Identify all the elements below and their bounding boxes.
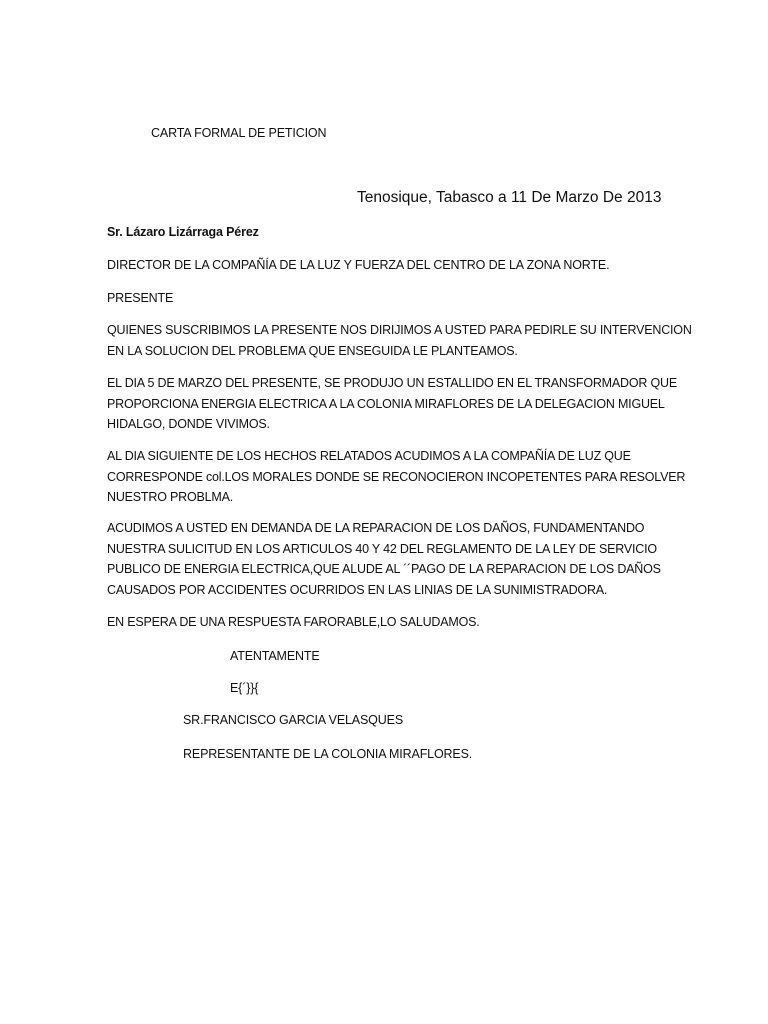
paragraph-line: PROPORCIONA ENERGIA ELECTRICA A LA COLONIA MIRAFLORES DE LA DELEGACION MIGUEL <box>107 396 665 411</box>
paragraph-line: EL DIA 5 DE MARZO DEL PRESENTE, SE PRODUJO UN ESTALLIDO EN EL TRANSFORMADOR QUE <box>107 376 677 390</box>
paragraph-line: EN ESPERA DE UNA RESPUESTA FARORABLE,LO SALUDAMOS. <box>107 615 480 629</box>
paragraph-line: PUBLICO DE ENERGIA ELECTRICA,QUE ALUDE AL ´´PAGO DE LA REPARACION DE LOS DAÑOS <box>107 562 661 576</box>
body-paragraph <box>107 612 667 633</box>
paragraph-line: QUIENES SUSCRIBIMOS LA PRESENTE NOS DIRIJIMOS A USTED PARA PEDIRLE SU INTERVENCION <box>107 323 692 337</box>
paragraph-line: CAUSADOS POR ACCIDENTES OCURRIDOS EN LAS LINIAS DE LA SUNIMISTRADORA. <box>107 582 608 597</box>
sender-role: REPRESENTANTE DE LA COLONIA MIRAFLORES. <box>183 747 473 761</box>
paragraph-line: EN LA SOLUCION DEL PROBLEMA QUE ENSEGUIDA LE PLANTEAMOS. <box>107 343 518 358</box>
paragraph-line: ACUDIMOS A USTED EN DEMANDA DE LA REPARACION DE LOS DAÑOS, FUNDAMENTANDO <box>107 521 645 535</box>
paragraph-line: CORRESPONDE col.LOS MORALES DONDE SE RECONOCIERON INCOPETENTES PARA RESOLVER <box>107 469 686 484</box>
recipient-title: DIRECTOR DE LA COMPAÑÍA DE LA LUZ Y FUERZA DEL CENTRO DE LA ZONA NORTE. <box>107 258 610 272</box>
paragraph-line: HIDALGO, DONDE VIVIMOS. <box>107 417 270 431</box>
signature-mark: E{´}}{ <box>230 681 259 695</box>
presente-label: PRESENTE <box>107 291 174 305</box>
body-paragraph <box>107 320 692 361</box>
recipient-name: Sr. Lázaro Lizárraga Pérez <box>107 225 259 239</box>
paragraph-line: NUESTRA SULICITUD EN LOS ARTICULOS 40 Y 42 DEL REGLAMENTO DE LA LEY DE SERVICIO <box>107 541 657 556</box>
body-paragraph <box>107 518 667 600</box>
letter-title: CARTA FORMAL DE PETICION <box>151 126 327 140</box>
closing-text: ATENTAMENTE <box>230 649 320 663</box>
sender-name: SR.FRANCISCO GARCIA VELASQUES <box>183 713 404 727</box>
letter-date: Tenosique, Tabasco a 11 De Marzo De 2013 <box>357 189 662 206</box>
paragraph-line: NUESTRO PROBLMA. <box>107 490 233 504</box>
paragraph-line: AL DIA SIGUIENTE DE LOS HECHOS RELATADOS ACUDIMOS A LA COMPAÑÍA DE LUZ QUE <box>107 449 631 463</box>
body-paragraph <box>107 446 686 508</box>
body-paragraph <box>107 373 677 435</box>
